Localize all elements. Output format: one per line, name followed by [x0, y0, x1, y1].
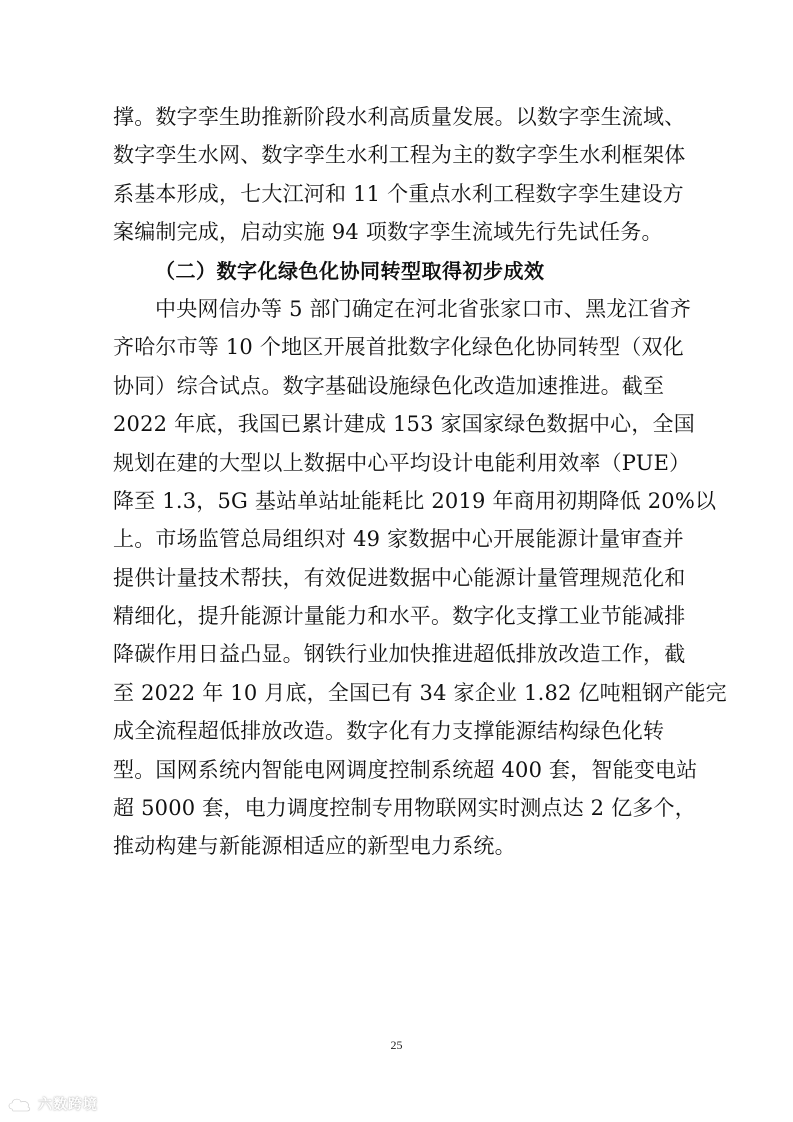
paragraph-line: 中央网信办等 5 部门确定在河北省张家口市、黑龙江省齐 [155, 296, 692, 321]
section-heading: （二）数字化绿色化协同转型取得初步成效 [155, 258, 545, 283]
body-text [113, 98, 727, 866]
paragraph-line: 协同）综合试点。数字基础设施绿色化改造加速推进。截至 [113, 373, 665, 398]
paragraph-line: 精细化，提升能源计量能力和水平。数字化支撑工业节能减排 [113, 604, 686, 629]
paragraph-line: 撑。数字孪生助推新阶段水利高质量发展。以数字孪生流域、 [113, 105, 686, 129]
paragraph-line: 2022 年底，我国已累计建成 153 家国家绿色数据中心，全国 [113, 412, 695, 437]
paragraph-line: 至 2022 年 10 月底，全国已有 34 家企业 1.82 亿吨粗钢产能完 [113, 680, 727, 705]
paragraph-line: 降至 1.3，5G 基站单站址能耗比 2019 年商用初期降低 20%以 [113, 488, 717, 513]
paragraph-line: 齐哈尔市等 10 个地区开展首批数字化绿色化协同转型（双化 [113, 335, 684, 360]
cloud-logo-icon [6, 1095, 34, 1113]
paragraph-line: 成全流程超低排放改造。数字化有力支撑能源结构绿色化转 [113, 719, 665, 744]
watermark-text: 六数跨境 [38, 1097, 98, 1113]
paragraph-line: 超 5000 套，电力调度控制专用物联网实时测点达 2 亿多个， [113, 796, 696, 821]
paragraph-line: 案编制完成，启动实施 94 项数字孪生流域先行先试任务。 [113, 220, 663, 245]
paragraph-line: 型。国网系统内智能电网调度控制系统超 400 套，智能变电站 [113, 757, 698, 782]
paragraph-line: 上。市场监管总局组织对 49 家数据中心开展能源计量审查并 [113, 527, 684, 552]
paragraph-line: 推动构建与新能源相适应的新型电力系统。 [113, 834, 516, 859]
paragraph-line: 规划在建的大型以上数据中心平均设计电能利用效率（PUE） [113, 450, 691, 475]
paragraph-line: 系基本形成，七大江河和 11 个重点水利工程数字孪生建设方 [113, 181, 684, 206]
paragraph-line: 降碳作用日益凸显。钢铁行业加快推进超低排放改造工作，截 [113, 642, 686, 667]
watermark [6, 1094, 98, 1114]
paragraph-line: 提供计量技术帮扶，有效促进数据中心能源计量管理规范化和 [113, 565, 686, 590]
page-number: 25 [390, 1038, 403, 1052]
paragraph-line: 数字孪生水网、数字孪生水利工程为主的数字孪生水利框架体 [113, 143, 686, 168]
